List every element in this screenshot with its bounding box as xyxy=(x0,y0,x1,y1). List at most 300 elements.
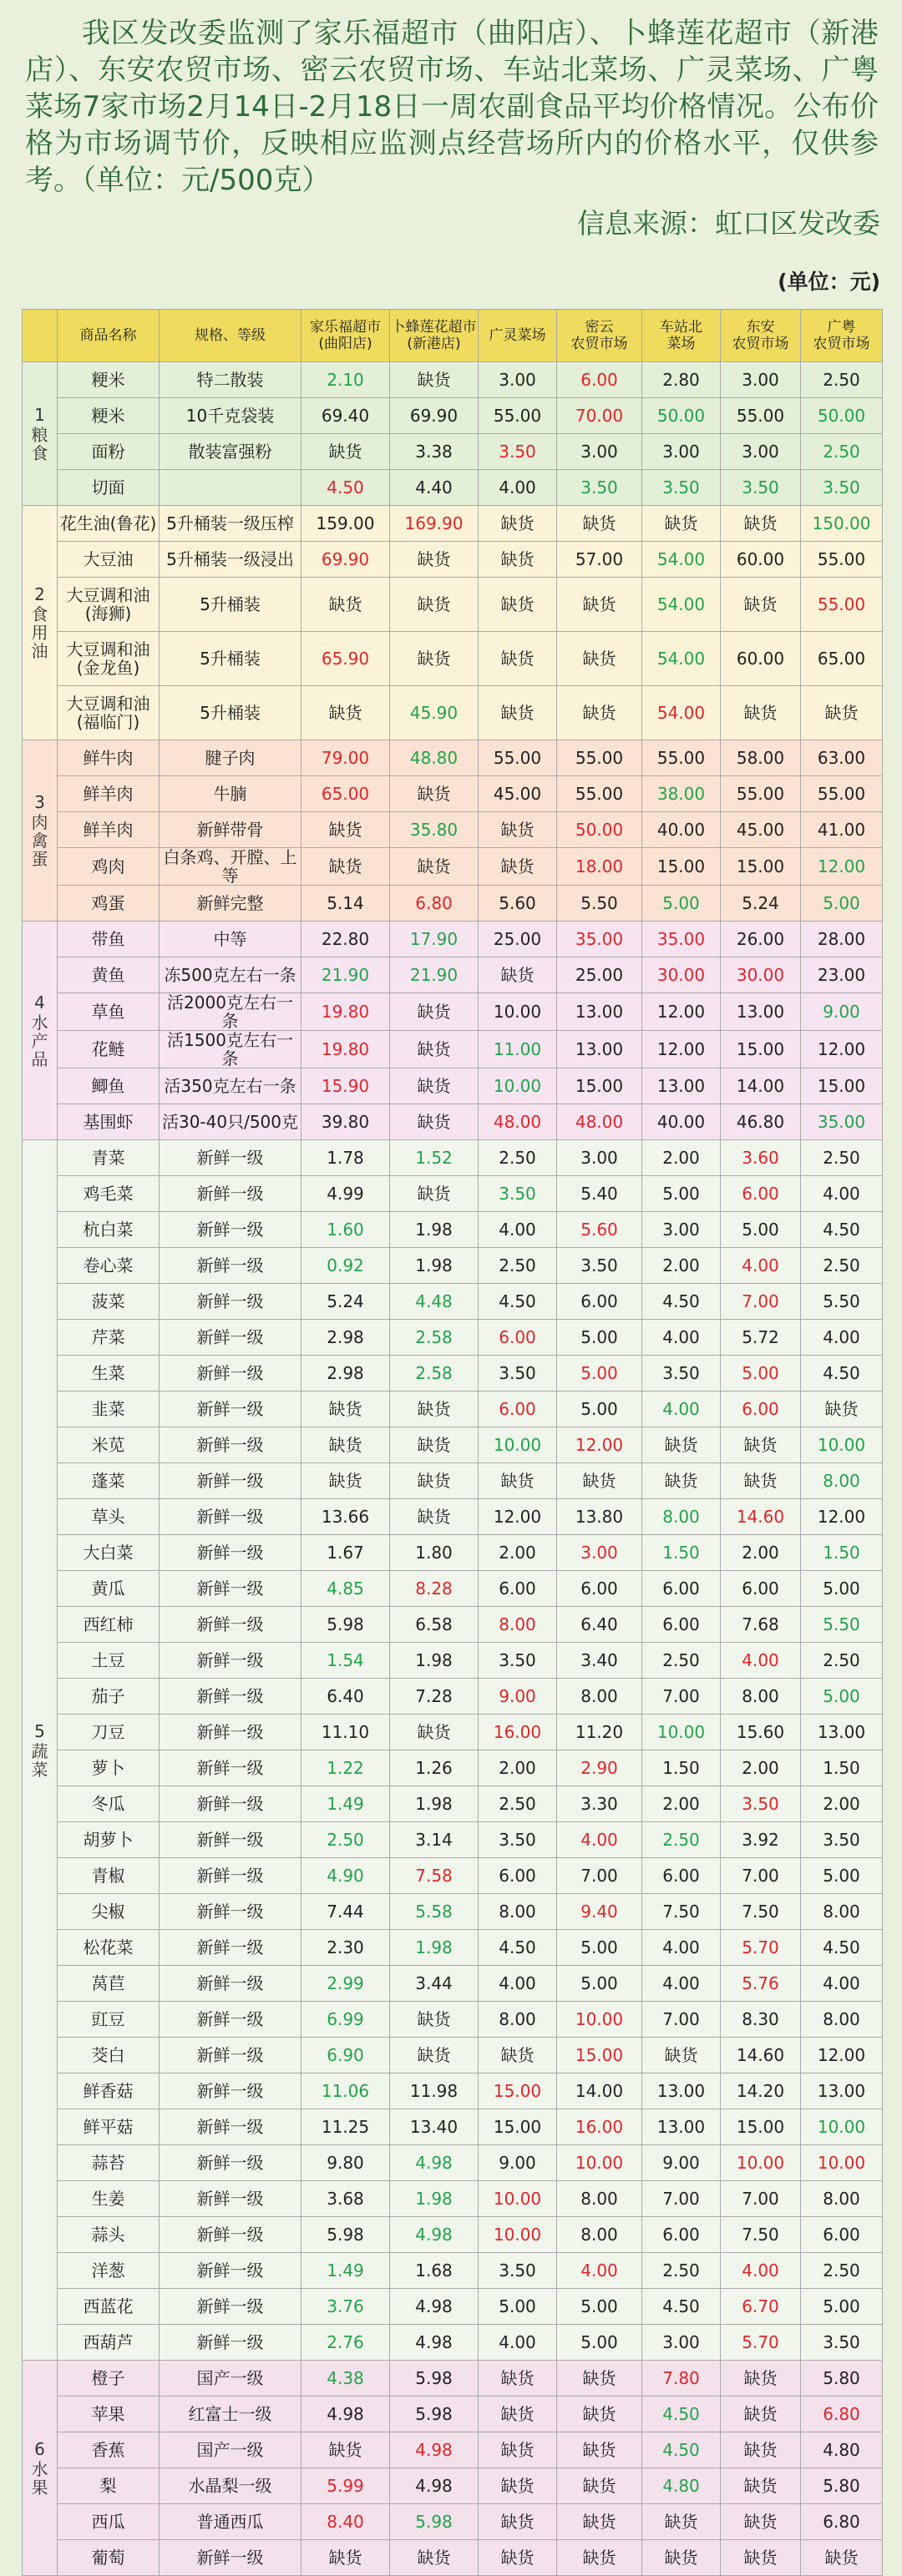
price-cell: 5.00 xyxy=(557,1930,642,1966)
item-spec xyxy=(160,470,302,506)
price-cell: 缺货 xyxy=(557,2540,642,2576)
item-name: 苹果 xyxy=(58,2397,160,2432)
price-cell: 缺货 xyxy=(302,434,390,470)
table-row xyxy=(23,1320,883,1356)
item-name: 花鲢 xyxy=(58,1031,160,1068)
price-cell: 1.98 xyxy=(390,2181,479,2217)
price-cell: 3.00 xyxy=(557,434,642,470)
price-cell: 12.00 xyxy=(801,1499,883,1535)
price-cell: 缺货 xyxy=(557,506,642,542)
price-cell: 13.00 xyxy=(557,993,642,1031)
item-name: 西红柿 xyxy=(58,1607,160,1643)
price-cell: 5.98 xyxy=(390,2397,479,2432)
category-number: 1 xyxy=(34,404,45,425)
price-cell: 6.40 xyxy=(557,1607,642,1643)
price-cell: 3.00 xyxy=(642,2325,721,2361)
price-cell: 1.49 xyxy=(302,1786,390,1822)
price-cell: 15.00 xyxy=(557,1068,642,1104)
price-cell: 2.30 xyxy=(302,1930,390,1966)
price-cell: 2.00 xyxy=(642,1140,721,1176)
item-name: 莴苣 xyxy=(58,1966,160,2002)
table-row xyxy=(23,812,883,848)
item-spec: 新鲜一级 xyxy=(160,1966,302,2002)
price-cell: 4.99 xyxy=(302,1176,390,1212)
item-name: 胡萝卜 xyxy=(58,1822,160,1858)
table-row xyxy=(23,1356,883,1392)
price-cell: 7.50 xyxy=(721,2217,801,2253)
price-cell: 缺货 xyxy=(642,1463,721,1499)
info-source: 信息来源：虹口区发改委 xyxy=(577,207,880,240)
price-cell: 12.00 xyxy=(642,993,721,1031)
price-cell: 13.00 xyxy=(801,1715,883,1750)
price-cell: 11.10 xyxy=(302,1715,390,1750)
price-cell: 3.00 xyxy=(642,1212,721,1248)
category-number: 3 xyxy=(34,792,45,812)
price-cell: 缺货 xyxy=(390,1427,479,1463)
item-spec: 新鲜一级 xyxy=(160,1858,302,1894)
price-cell: 15.00 xyxy=(642,848,721,886)
price-cell: 19.80 xyxy=(302,993,390,1031)
price-cell: 2.00 xyxy=(479,1535,557,1571)
price-cell: 16.00 xyxy=(557,2109,642,2145)
item-name: 鲜牛肉 xyxy=(58,740,160,776)
table-row xyxy=(23,1068,883,1104)
item-name: 西瓜 xyxy=(58,2504,160,2540)
price-cell: 3.00 xyxy=(721,434,801,470)
price-cell: 缺货 xyxy=(302,578,390,632)
item-name: 卷心菜 xyxy=(58,1248,160,1284)
item-name: 大豆调和油 (海狮) xyxy=(58,578,160,632)
price-cell: 缺货 xyxy=(642,2038,721,2073)
price-cell: 7.50 xyxy=(642,1894,721,1930)
price-cell: 3.44 xyxy=(390,1966,479,2002)
price-cell: 6.00 xyxy=(721,1392,801,1427)
price-cell: 10.00 xyxy=(479,2217,557,2253)
price-cell: 4.50 xyxy=(642,2397,721,2432)
price-cell: 35.00 xyxy=(801,1104,883,1140)
price-cell: 55.00 xyxy=(801,578,883,632)
item-spec: 新鲜一级 xyxy=(160,1284,302,1320)
table-row xyxy=(23,1858,883,1894)
price-cell: 2.50 xyxy=(479,1786,557,1822)
item-spec: 国产一级 xyxy=(160,2432,302,2468)
price-cell: 缺货 xyxy=(721,2432,801,2468)
price-cell: 55.00 xyxy=(557,776,642,812)
price-cell: 13.00 xyxy=(642,2073,721,2109)
price-cell: 3.60 xyxy=(721,1140,801,1176)
table-row xyxy=(23,2002,883,2038)
table-row xyxy=(23,1140,883,1176)
price-cell: 13.00 xyxy=(557,1031,642,1068)
price-cell: 1.98 xyxy=(390,1248,479,1284)
price-cell: 5.40 xyxy=(557,1176,642,1212)
price-cell: 7.00 xyxy=(642,2002,721,2038)
price-cell: 4.00 xyxy=(642,1392,721,1427)
price-cell: 13.66 xyxy=(302,1499,390,1535)
price-cell: 缺货 xyxy=(557,578,642,632)
price-cell: 缺货 xyxy=(390,362,479,398)
category-label: 蔬 菜 xyxy=(31,1740,48,1780)
price-cell: 5.24 xyxy=(721,886,801,922)
price-cell: 2.50 xyxy=(642,1822,721,1858)
price-cell: 缺货 xyxy=(721,2540,801,2576)
price-cell: 5.00 xyxy=(642,886,721,922)
table-row xyxy=(23,776,883,812)
price-cell: 缺货 xyxy=(557,632,642,686)
price-cell: 4.48 xyxy=(390,1284,479,1320)
price-cell: 缺货 xyxy=(390,542,479,578)
price-cell: 2.50 xyxy=(642,2253,721,2289)
price-cell: 3.50 xyxy=(479,434,557,470)
price-cell: 25.00 xyxy=(557,957,642,993)
table-row xyxy=(23,542,883,578)
price-cell: 6.00 xyxy=(642,1571,721,1607)
price-cell: 65.00 xyxy=(801,632,883,686)
table-row xyxy=(23,2540,883,2576)
table-row xyxy=(23,1930,883,1966)
price-cell: 缺货 xyxy=(479,2432,557,2468)
price-cell: 7.44 xyxy=(302,1894,390,1930)
item-spec: 新鲜一级 xyxy=(160,1248,302,1284)
price-cell: 缺货 xyxy=(721,1427,801,1463)
price-cell: 5.00 xyxy=(557,1356,642,1392)
price-cell: 4.00 xyxy=(721,2253,801,2289)
item-name: 生菜 xyxy=(58,1356,160,1392)
price-cell: 30.00 xyxy=(721,957,801,993)
price-cell: 5.00 xyxy=(557,1320,642,1356)
price-cell: 缺货 xyxy=(721,686,801,740)
price-cell: 50.00 xyxy=(557,812,642,848)
item-spec: 普通西瓜 xyxy=(160,2504,302,2540)
price-cell: 4.00 xyxy=(801,1320,883,1356)
item-name: 芹菜 xyxy=(58,1320,160,1356)
price-cell: 5.00 xyxy=(642,1176,721,1212)
price-cell: 2.00 xyxy=(642,1786,721,1822)
price-cell: 3.50 xyxy=(642,470,721,506)
item-spec: 活2000克左右一条 xyxy=(160,993,302,1031)
price-cell: 2.50 xyxy=(479,1140,557,1176)
price-cell: 1.78 xyxy=(302,1140,390,1176)
price-cell: 14.20 xyxy=(721,2073,801,2109)
item-name: 鲜平菇 xyxy=(58,2109,160,2145)
price-cell: 55.00 xyxy=(801,542,883,578)
item-spec: 5升桶装 xyxy=(160,686,302,740)
price-cell: 8.00 xyxy=(479,2002,557,2038)
price-cell: 缺货 xyxy=(642,2540,721,2576)
price-cell: 50.00 xyxy=(642,398,721,434)
price-cell: 3.50 xyxy=(642,1356,721,1392)
price-cell: 13.00 xyxy=(642,2109,721,2145)
price-cell: 58.00 xyxy=(721,740,801,776)
price-cell: 1.98 xyxy=(390,1212,479,1248)
price-cell: 7.00 xyxy=(721,1284,801,1320)
category-label: 食 用 油 xyxy=(31,604,48,661)
price-cell: 17.90 xyxy=(390,922,479,957)
item-spec: 新鲜完整 xyxy=(160,886,302,922)
price-cell: 13.00 xyxy=(642,1068,721,1104)
price-cell: 3.50 xyxy=(721,1786,801,1822)
table-row xyxy=(23,1248,883,1284)
price-cell: 缺货 xyxy=(302,1463,390,1499)
price-cell: 缺货 xyxy=(801,686,883,740)
price-cell: 45.00 xyxy=(721,812,801,848)
price-cell: 4.98 xyxy=(390,2325,479,2361)
price-cell: 26.00 xyxy=(721,922,801,957)
table-row xyxy=(23,1392,883,1427)
price-cell: 3.14 xyxy=(390,1822,479,1858)
item-spec: 新鲜一级 xyxy=(160,1212,302,1248)
price-cell: 10.00 xyxy=(801,2109,883,2145)
item-spec: 活30-40只/500克 xyxy=(160,1104,302,1140)
price-cell: 55.00 xyxy=(479,740,557,776)
price-cell: 9.00 xyxy=(801,993,883,1031)
price-cell: 4.50 xyxy=(479,1284,557,1320)
item-spec: 新鲜一级 xyxy=(160,1822,302,1858)
table-row xyxy=(23,1894,883,1930)
price-cell: 8.30 xyxy=(721,2002,801,2038)
item-spec: 特二散装 xyxy=(160,362,302,398)
price-cell: 2.00 xyxy=(721,1750,801,1786)
price-cell: 6.70 xyxy=(721,2289,801,2325)
item-spec: 新鲜一级 xyxy=(160,2217,302,2253)
price-cell: 7.58 xyxy=(390,1858,479,1894)
price-cell: 8.00 xyxy=(642,1499,721,1535)
price-cell: 7.80 xyxy=(642,2361,721,2397)
item-spec: 新鲜一级 xyxy=(160,1499,302,1535)
price-cell: 缺货 xyxy=(801,1392,883,1427)
price-cell: 6.00 xyxy=(642,1607,721,1643)
table-row xyxy=(23,1607,883,1643)
price-cell: 21.90 xyxy=(390,957,479,993)
item-name: 鲜羊肉 xyxy=(58,776,160,812)
item-spec: 新鲜一级 xyxy=(160,1715,302,1750)
price-cell: 5.14 xyxy=(302,886,390,922)
price-cell: 15.00 xyxy=(721,1031,801,1068)
item-name: 鲜羊肉 xyxy=(58,812,160,848)
item-name: 刀豆 xyxy=(58,1715,160,1750)
table-row xyxy=(23,2397,883,2432)
price-cell: 4.98 xyxy=(390,2432,479,2468)
item-name: 西蓝花 xyxy=(58,2289,160,2325)
price-cell: 5.58 xyxy=(390,1894,479,1930)
price-cell: 缺货 xyxy=(721,578,801,632)
price-cell: 7.68 xyxy=(721,1607,801,1643)
price-cell: 2.50 xyxy=(801,362,883,398)
price-cell: 38.00 xyxy=(642,776,721,812)
price-cell: 4.38 xyxy=(302,2361,390,2397)
price-cell: 69.90 xyxy=(302,542,390,578)
header-name: 商品名称 xyxy=(58,310,160,362)
price-table xyxy=(22,309,883,2576)
price-cell: 缺货 xyxy=(479,2038,557,2073)
price-cell: 5.99 xyxy=(302,2468,390,2504)
item-name: 米苋 xyxy=(58,1427,160,1463)
table-row xyxy=(23,2289,883,2325)
item-name: 蒜头 xyxy=(58,2217,160,2253)
table-row xyxy=(23,686,883,740)
price-cell: 45.00 xyxy=(479,776,557,812)
table-row xyxy=(23,1966,883,2002)
price-cell: 7.00 xyxy=(721,1858,801,1894)
table-row xyxy=(23,993,883,1031)
item-spec: 新鲜一级 xyxy=(160,1392,302,1427)
table-row xyxy=(23,886,883,922)
category-cell xyxy=(23,506,58,740)
price-cell: 6.58 xyxy=(390,1607,479,1643)
price-cell: 6.99 xyxy=(302,2002,390,2038)
price-cell: 4.00 xyxy=(479,470,557,506)
price-cell: 4.00 xyxy=(642,1966,721,2002)
price-cell: 10.00 xyxy=(557,2002,642,2038)
price-cell: 2.98 xyxy=(302,1320,390,1356)
price-cell: 5.76 xyxy=(721,1966,801,2002)
table-row xyxy=(23,1643,883,1679)
price-cell: 缺货 xyxy=(479,2504,557,2540)
item-name: 花生油(鲁花) xyxy=(58,506,160,542)
price-cell: 48.80 xyxy=(390,740,479,776)
item-spec: 新鲜一级 xyxy=(160,1176,302,1212)
price-cell: 5.70 xyxy=(721,1930,801,1966)
item-spec: 水晶梨一级 xyxy=(160,2468,302,2504)
price-cell: 缺货 xyxy=(557,686,642,740)
price-cell: 1.98 xyxy=(390,1643,479,1679)
price-cell: 2.50 xyxy=(801,1643,883,1679)
price-cell: 2.99 xyxy=(302,1966,390,2002)
table-row xyxy=(23,1463,883,1499)
price-cell: 11.20 xyxy=(557,1715,642,1750)
price-cell: 11.06 xyxy=(302,2073,390,2109)
price-cell: 4.50 xyxy=(801,1356,883,1392)
table-row xyxy=(23,1715,883,1750)
price-cell: 8.00 xyxy=(801,1463,883,1499)
item-name: 萝卜 xyxy=(58,1750,160,1786)
price-cell: 41.00 xyxy=(801,812,883,848)
price-cell: 39.80 xyxy=(302,1104,390,1140)
price-cell: 6.00 xyxy=(642,2217,721,2253)
price-cell: 2.76 xyxy=(302,2325,390,2361)
price-cell: 12.00 xyxy=(557,1427,642,1463)
price-cell: 5.50 xyxy=(801,1607,883,1643)
price-cell: 缺货 xyxy=(479,686,557,740)
item-spec: 新鲜一级 xyxy=(160,1930,302,1966)
price-cell: 2.90 xyxy=(557,1750,642,1786)
price-cell: 4.98 xyxy=(390,2145,479,2181)
table-row xyxy=(23,2109,883,2145)
price-cell: 6.00 xyxy=(479,1392,557,1427)
table-row xyxy=(23,2145,883,2181)
item-spec: 新鲜一级 xyxy=(160,1607,302,1643)
price-cell: 1.68 xyxy=(390,2253,479,2289)
price-cell: 5.00 xyxy=(479,2289,557,2325)
price-cell: 57.00 xyxy=(557,542,642,578)
unit-label: (单位：元) xyxy=(778,270,880,294)
price-cell: 缺货 xyxy=(302,1392,390,1427)
item-spec: 新鲜一级 xyxy=(160,2002,302,2038)
item-spec: 新鲜一级 xyxy=(160,1894,302,1930)
item-name: 大豆油 xyxy=(58,542,160,578)
price-cell: 55.00 xyxy=(479,398,557,434)
price-cell: 5.00 xyxy=(557,1392,642,1427)
category-cell xyxy=(23,740,58,922)
price-cell: 6.00 xyxy=(801,2217,883,2253)
item-name: 洋葱 xyxy=(58,2253,160,2289)
item-spec: 新鲜一级 xyxy=(160,1140,302,1176)
price-cell: 4.00 xyxy=(557,1822,642,1858)
price-cell: 2.98 xyxy=(302,1356,390,1392)
item-spec: 国产一级 xyxy=(160,2361,302,2397)
item-name: 鸡毛菜 xyxy=(58,1176,160,1212)
price-cell: 1.98 xyxy=(390,1930,479,1966)
item-spec: 散装富强粉 xyxy=(160,434,302,470)
table-row xyxy=(23,578,883,632)
price-cell: 缺货 xyxy=(479,812,557,848)
price-cell: 10.00 xyxy=(801,1427,883,1463)
price-cell: 4.00 xyxy=(479,1966,557,2002)
item-name: 葡萄 xyxy=(58,2540,160,2576)
item-name: 杭白菜 xyxy=(58,1212,160,1248)
price-cell: 1.50 xyxy=(801,1750,883,1786)
item-name: 鸡蛋 xyxy=(58,886,160,922)
table-row xyxy=(23,2504,883,2540)
category-cell xyxy=(23,362,58,506)
price-cell: 9.00 xyxy=(642,2145,721,2181)
price-cell: 缺货 xyxy=(721,2504,801,2540)
category-cell xyxy=(23,2361,58,2576)
price-cell: 10.00 xyxy=(479,2181,557,2217)
table-row xyxy=(23,957,883,993)
price-cell: 4.00 xyxy=(642,1320,721,1356)
price-cell: 9.00 xyxy=(479,1679,557,1715)
price-cell: 54.00 xyxy=(642,578,721,632)
item-spec: 新鲜一级 xyxy=(160,1571,302,1607)
price-cell: 4.80 xyxy=(801,2432,883,2468)
price-cell: 3.50 xyxy=(801,2325,883,2361)
price-cell: 缺货 xyxy=(642,2504,721,2540)
price-cell: 3.50 xyxy=(479,2253,557,2289)
price-cell: 60.00 xyxy=(721,632,801,686)
price-cell: 4.80 xyxy=(642,2468,721,2504)
item-name: 面粉 xyxy=(58,434,160,470)
price-cell: 11.00 xyxy=(479,1031,557,1068)
item-spec: 新鲜一级 xyxy=(160,1427,302,1463)
table-row xyxy=(23,362,883,398)
price-cell: 3.50 xyxy=(479,1822,557,1858)
price-cell: 10.00 xyxy=(479,993,557,1031)
price-cell: 1.54 xyxy=(302,1643,390,1679)
price-cell: 3.50 xyxy=(479,1176,557,1212)
price-cell: 3.40 xyxy=(557,1643,642,1679)
price-cell: 40.00 xyxy=(642,812,721,848)
price-cell: 5.00 xyxy=(801,886,883,922)
table-row xyxy=(23,2468,883,2504)
price-cell: 4.50 xyxy=(801,1930,883,1966)
item-spec: 新鲜一级 xyxy=(160,2181,302,2217)
price-cell: 30.00 xyxy=(642,957,721,993)
price-cell: 11.25 xyxy=(302,2109,390,2145)
price-cell: 3.38 xyxy=(390,434,479,470)
price-cell: 5.98 xyxy=(302,2217,390,2253)
price-cell: 缺货 xyxy=(302,848,390,886)
price-cell: 12.00 xyxy=(801,2038,883,2073)
item-spec: 牛腩 xyxy=(160,776,302,812)
price-cell: 缺货 xyxy=(390,2002,479,2038)
price-cell: 3.50 xyxy=(801,1822,883,1858)
table-row xyxy=(23,2432,883,2468)
price-cell: 7.00 xyxy=(642,1679,721,1715)
price-cell: 8.40 xyxy=(302,2504,390,2540)
price-cell: 14.60 xyxy=(721,1499,801,1535)
item-spec: 5升桶装一级浸出 xyxy=(160,542,302,578)
